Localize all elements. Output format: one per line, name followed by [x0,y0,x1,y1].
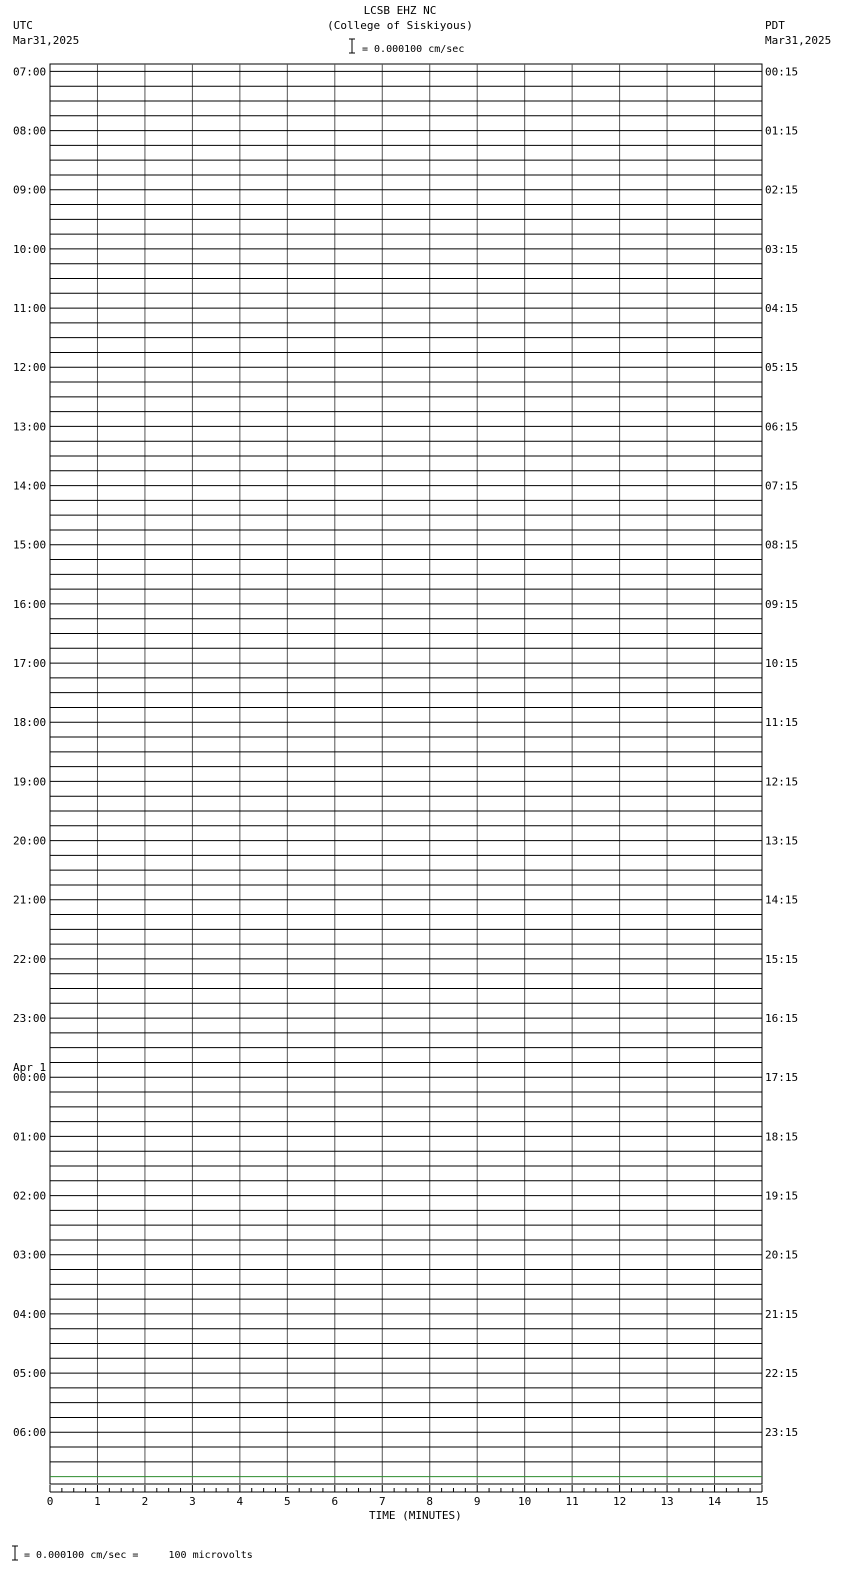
x-axis-title: TIME (MINUTES) [369,1509,462,1522]
utc-hour-label: 10:00 [13,242,47,256]
day-change-label: Apr 1 [13,1061,47,1074]
utc-hour-label: 23:00 [13,1012,47,1026]
pdt-hour-label: 06:15 [765,420,799,434]
pdt-hour-label: 23:15 [765,1426,799,1440]
utc-hour-label: 05:00 [13,1367,47,1381]
pdt-hour-label: 08:15 [765,538,799,552]
pdt-hour-label: 03:15 [765,242,799,256]
utc-hour-label: 09:00 [13,183,47,197]
utc-hour-label: 08:00 [13,124,47,138]
utc-hour-label: 01:00 [13,1130,47,1144]
pdt-hour-label: 10:15 [765,657,799,671]
utc-hour-label: 21:00 [13,893,47,907]
pdt-hour-label: 11:15 [765,716,799,730]
x-tick-label: 8 [426,1495,434,1508]
x-tick-label: 0 [46,1495,54,1508]
pdt-hour-label: 21:15 [765,1307,799,1321]
utc-hour-label: 16:00 [13,597,47,611]
x-tick-label: 4 [236,1495,244,1508]
pdt-hour-label: 04:15 [765,302,799,316]
utc-hour-label: 11:00 [13,302,47,316]
utc-hour-label: 06:00 [13,1426,47,1440]
utc-hour-label: 18:00 [13,716,47,730]
utc-hour-label: 22:00 [13,952,47,966]
utc-label: UTC [13,19,33,32]
pdt-hour-label: 15:15 [765,952,799,966]
x-tick-label: 10 [518,1495,532,1508]
pdt-date: Mar31,2025 [765,34,832,47]
pdt-hour-label: 20:15 [765,1248,799,1262]
utc-hour-label: 04:00 [13,1307,47,1321]
footer-scale-icon [10,1545,20,1561]
utc-date: Mar31,2025 [13,34,80,47]
pdt-hour-label: 19:15 [765,1189,799,1203]
x-tick-label: 2 [141,1495,149,1508]
plot-frame [50,64,762,1484]
x-tick-label: 7 [378,1495,386,1508]
pdt-hour-label: 05:15 [765,361,799,375]
x-tick-label: 11 [565,1495,579,1508]
pdt-hour-label: 09:15 [765,597,799,611]
x-tick-label: 14 [707,1495,722,1508]
utc-hour-label: 07:00 [13,65,47,79]
utc-hour-label: 03:00 [13,1248,47,1262]
scale-text: = 0.000100 cm/sec [362,44,465,55]
x-tick-label: 3 [189,1495,196,1508]
x-tick-label: 13 [660,1495,674,1508]
pdt-hour-label: 02:15 [765,183,799,197]
x-tick-label: 5 [284,1495,291,1508]
utc-hour-label: 19:00 [13,775,47,789]
pdt-hour-label: 14:15 [765,893,799,907]
x-tick-label: 15 [755,1495,769,1508]
pdt-hour-label: 12:15 [765,775,799,789]
utc-hour-label: 14:00 [13,479,47,493]
x-tick-label: 9 [473,1495,481,1508]
pdt-hour-label: 16:15 [765,1012,799,1026]
x-tick-label: 1 [94,1495,101,1508]
utc-hour-label: 15:00 [13,538,47,552]
pdt-label: PDT [765,19,785,32]
pdt-hour-label: 17:15 [765,1071,799,1085]
pdt-hour-label: 00:15 [765,65,799,79]
utc-hour-label: 13:00 [13,420,47,434]
pdt-hour-label: 13:15 [765,834,799,848]
utc-hour-label: 20:00 [13,834,47,848]
pdt-hour-label: 07:15 [765,479,799,493]
station-title: LCSB EHZ NC [363,4,437,17]
utc-hour-label: 12:00 [13,361,47,375]
x-tick-label: 6 [331,1495,339,1508]
footer-calibration: = 0.000100 cm/sec = 100 microvolts [24,1550,253,1561]
station-location: (College of Siskiyous) [327,19,473,32]
utc-hour-label: 00:00 [13,1071,47,1085]
pdt-hour-label: 22:15 [765,1367,799,1381]
utc-hour-label: 17:00 [13,657,47,671]
pdt-hour-label: 01:15 [765,124,799,138]
x-tick-label: 12 [612,1495,627,1508]
pdt-hour-label: 18:15 [765,1130,799,1144]
utc-hour-label: 02:00 [13,1189,47,1203]
